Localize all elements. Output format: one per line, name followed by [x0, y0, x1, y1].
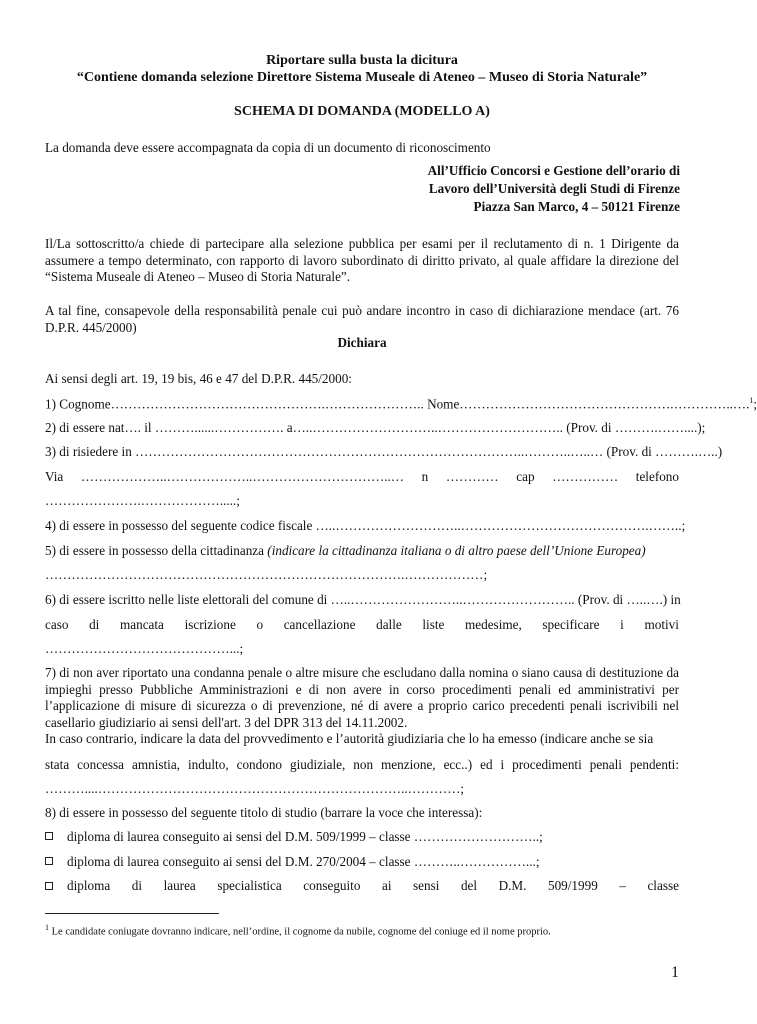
- word: liste: [422, 617, 445, 632]
- cap-label: cap: [516, 469, 535, 484]
- degree-option-3[interactable]: [45, 878, 679, 894]
- item-3-address-line: [45, 469, 679, 485]
- id-document-note: La domanda deve essere accompagnata da copia di un documento di riconoscimento: [45, 140, 491, 155]
- item-5-text: 5) di essere in possesso della cittadinanza: [45, 543, 264, 558]
- word: laurea: [163, 878, 196, 893]
- footnote-separator: [45, 913, 219, 914]
- item-2-birth: 2) di essere nat…. il ………......……………. a…..………………………..……………………….. (Prov. di ……….……....);: [45, 420, 706, 435]
- responsibility-paragraph: A tal fine, consapevole della responsabilità penale cui può andare incontro in caso di dichiarazione mendace (art. 76 D.P.R. 445/2000): [45, 303, 679, 335]
- envelope-caption: “Contiene domanda selezione Direttore Sistema Museale di Ateneo – Museo di Storia Naturale”: [76, 70, 648, 85]
- addressee-line-1: All’Ufficio Concorsi e Gestione dell’orario di: [427, 163, 680, 178]
- footnote-ref: 1: [749, 396, 754, 405]
- degree-option-1[interactable]: [45, 829, 543, 845]
- degree-option-2[interactable]: [45, 854, 539, 870]
- dichiara-heading: Dichiara: [337, 335, 387, 350]
- cap-dots: ……………: [552, 469, 619, 484]
- page-number: 1: [671, 964, 679, 981]
- word: diploma: [67, 878, 111, 893]
- item-3-telephone: ………………….……………….....;: [45, 493, 240, 508]
- word: cancellazione: [283, 617, 356, 632]
- word: specialistica: [217, 878, 282, 893]
- word: di: [131, 878, 143, 893]
- word: –: [619, 878, 626, 893]
- item-4-codice-fiscale: 4) di essere in possesso del seguente codice fiscale …..………………………..…………………………………….……..;: [45, 518, 686, 533]
- word: ai: [381, 878, 392, 893]
- word: caso: [45, 617, 69, 632]
- word: del: [460, 878, 478, 893]
- item-7-criminal-record: 7) di non aver riportato una condanna penale o altre misure che escludano dalla nomina o siano causa di destituzione da impieghi presso Pubbliche Amministrazioni e di non avere in corso procedimenti penali ed amministrativi per l’applicazione di misure di sicurezza o di prevenzione, né di avere a proprio carico precedenti penali iscrivibili nel casellario giudiziario ai sensi dell'art. 3 del DPR 313 del 14.11.2002.: [45, 665, 679, 730]
- item-7-dots: ………....……………………………………………………………..…………;: [45, 781, 465, 796]
- addressee-line-3: Piazza San Marco, 4 – 50121 Firenze: [473, 199, 680, 214]
- degree-option-3-label: [67, 878, 679, 894]
- item-7-contrary-case: In caso contrario, indicare la data del provvedimento e l’autorità giudiziaria che lo ha emesso (indicare anche se sia: [45, 731, 654, 746]
- word: dalle: [376, 617, 402, 632]
- word: mancata: [119, 617, 164, 632]
- item-1-text: 1) Cognome………………………………………….………………….. Nome………………………………………….…………..….: [45, 396, 750, 412]
- via-dots: ………………..………………..…………………………..…: [80, 469, 404, 484]
- checkbox-icon[interactable]: [45, 832, 53, 840]
- telefono-label: telefono: [635, 469, 679, 484]
- word: conseguito: [303, 878, 361, 893]
- number-dots: …………: [445, 469, 499, 484]
- degree-option-1-label: diploma di laurea conseguito ai sensi del D.M. 509/1999 – classe ………………………..;: [67, 829, 543, 844]
- word: specificare: [542, 617, 600, 632]
- addressee-line-2: Lavoro dell’Università degli Studi di Firenze: [428, 181, 680, 196]
- word: 509/1999: [547, 878, 598, 893]
- footnote-text: Le candidate coniugate dovranno indicare, nell’ordine, il cognome da nubile, cognome del coniuge ed il nome proprio.: [49, 926, 551, 938]
- word: classe: [647, 878, 679, 893]
- degree-option-2-label: diploma di laurea conseguito ai sensi del D.M. 270/2004 – classe ………..……………...;: [67, 854, 540, 869]
- envelope-instruction: Riportare sulla busta la dicitura: [266, 53, 458, 68]
- item-6-reason-line: [45, 617, 679, 633]
- checkbox-icon[interactable]: [45, 857, 53, 865]
- word: di: [89, 617, 100, 632]
- word: i: [620, 617, 624, 632]
- item-8-degree: 8) di essere in possesso del seguente titolo di studio (barrare la voce che interessa):: [45, 805, 483, 820]
- item-5-citizenship: [45, 543, 646, 559]
- item-1-end: ;: [753, 396, 757, 412]
- word: iscrizione: [184, 617, 236, 632]
- word: sensi: [413, 878, 440, 893]
- via-label: Via: [45, 469, 64, 484]
- item-5-hint: (indicare la cittadinanza italiana o di altro paese dell’Unione Europea): [267, 543, 646, 558]
- number-label: n: [421, 469, 429, 484]
- footnote-mark: 1: [45, 923, 49, 932]
- word: motivi: [644, 617, 679, 632]
- form-title: SCHEMA DI DOMANDA (MODELLO A): [234, 104, 490, 119]
- footnote: [45, 923, 551, 938]
- word: medesime,: [465, 617, 522, 632]
- item-5-dots: ……………………………………………………………………….………………;: [45, 567, 488, 582]
- item-3-residence: 3) di risiedere in ……………………………………………………………………………..………..…..… (Prov. di ……….…..): [45, 444, 723, 459]
- item-7-amnesty-line: stata concessa amnistia, indulto, condono giudiziale, non menzione, ecc..) ed i procedimenti penali pendenti:: [45, 757, 679, 772]
- checkbox-icon[interactable]: [45, 882, 53, 890]
- item-1-cognome-nome: [45, 396, 757, 412]
- request-paragraph: Il/La sottoscritto/a chiede di partecipare alla selezione pubblica per esami per il reclutamento di n. 1 Dirigente da assumere a tempo determinato, con rapporto di lavoro subordinato di diritto privato, al quale affidare la direzione del “Sistema Museale di Ateneo – Museo di Storia Naturale”.: [45, 236, 679, 284]
- item-6-electoral-list: 6) di essere iscritto nelle liste elettorali del comune di …..……………………..…………………….. (Prov. di …..….) in: [45, 592, 681, 607]
- word: o: [256, 617, 264, 632]
- word: D.M.: [498, 878, 527, 893]
- item-6-dots: ……………………………………...;: [45, 641, 244, 656]
- legal-reference: Ai sensi degli art. 19, 19 bis, 46 e 47 del D.P.R. 445/2000:: [45, 371, 352, 386]
